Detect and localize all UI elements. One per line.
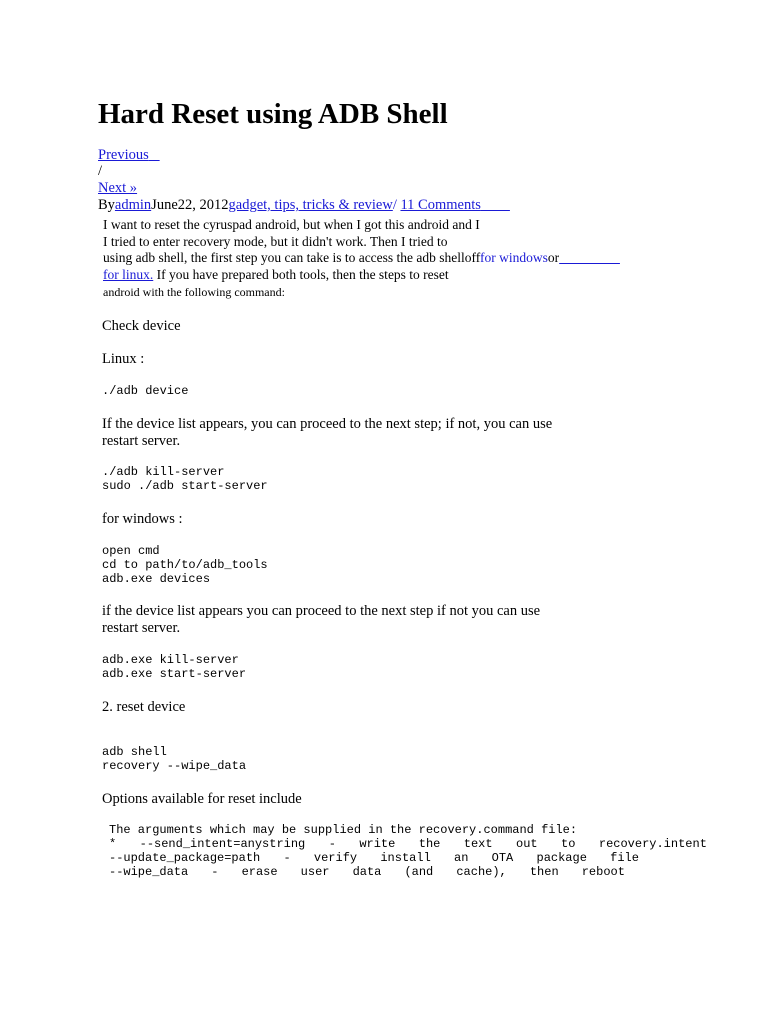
code-adb-device: ./adb device — [102, 384, 189, 398]
option-token: reboot — [581, 865, 625, 879]
previous-link[interactable] — [98, 147, 160, 164]
code-win-kill-server: adb.exe kill-server — [102, 653, 239, 667]
intro-line-4-text: If you have prepared both tools, then the steps to reset — [153, 267, 449, 282]
byline-by: By — [98, 197, 115, 213]
author-link[interactable]: admin — [114, 197, 152, 213]
intro-line-3-text: using adb shell, the first step you can take is to access the adb shelloff — [103, 250, 481, 265]
code-cd-path: cd to path/to/adb_tools — [102, 558, 268, 572]
device-list-text-2: restart server. — [102, 433, 181, 449]
option-token: - — [328, 837, 336, 851]
byline-separator: / — [392, 197, 401, 213]
next-link[interactable]: Next » — [98, 180, 138, 196]
check-device-heading: Check device — [102, 318, 181, 334]
code-linux-kill-server: ./adb kill-server — [102, 465, 225, 479]
reset-device-heading: 2. reset device — [102, 699, 186, 715]
intro-line-2: I tried to enter recovery mode, but it didn't work. Then I tried to — [103, 234, 448, 249]
option-token: out — [516, 837, 538, 851]
intro-line-4 — [103, 267, 449, 283]
code-adb-devices: adb.exe devices — [102, 572, 211, 586]
windows-link-underline[interactable] — [559, 250, 620, 265]
options-heading: Options available for reset include — [102, 791, 302, 807]
linux-label: Linux : — [102, 351, 145, 367]
option-token: text — [463, 837, 493, 851]
code-open-cmd: open cmd — [102, 544, 160, 558]
windows-link[interactable] — [480, 250, 548, 265]
intro-line-1: I want to reset the cyruspad android, but when I got this android and I — [103, 217, 480, 232]
option-token: package — [536, 851, 587, 865]
option-token: * — [109, 837, 117, 851]
linux-link[interactable]: for linux. — [103, 267, 154, 282]
option-token: to — [561, 837, 576, 851]
previous-link-label: Previous — [98, 147, 149, 163]
option-token: then — [529, 865, 559, 879]
options-line-2 — [109, 837, 707, 851]
option-token: OTA — [491, 851, 514, 865]
windows-link-label: for windows — [480, 250, 548, 265]
device-list-text-3: if the device list appears you can proceed to the next step if not you can use — [102, 603, 541, 619]
option-token: install — [380, 851, 431, 865]
option-token: - — [211, 865, 219, 879]
device-list-text-4: restart server. — [102, 620, 181, 636]
option-token: an — [454, 851, 469, 865]
option-token: (and — [404, 865, 434, 879]
categories-link[interactable]: gadget, tips, tricks & review — [228, 197, 393, 213]
code-win-start-server: adb.exe start-server — [102, 667, 247, 681]
option-token: cache), — [456, 865, 507, 879]
option-token: the — [418, 837, 441, 851]
intro-line-5: android with the following command: — [103, 285, 285, 299]
option-token: verify — [313, 851, 358, 865]
option-token: data — [352, 865, 382, 879]
option-token: write — [359, 837, 396, 851]
option-token: --wipe_data — [109, 865, 189, 879]
nav-separator: / — [98, 163, 103, 179]
comments-link-label: 11 Comments — [400, 197, 481, 213]
option-token: user — [300, 865, 330, 879]
options-line-3 — [109, 851, 639, 865]
option-token: recovery.intent — [598, 837, 707, 851]
options-line-4 — [109, 865, 625, 879]
page-title: Hard Reset using ADB Shell — [98, 98, 448, 130]
options-line-1: The arguments which may be supplied in the recovery.command file: — [109, 823, 578, 837]
option-token: --update_package=path — [109, 851, 261, 865]
windows-label: for windows : — [102, 511, 183, 527]
code-linux-start-server: sudo ./adb start-server — [102, 479, 268, 493]
intro-line-3 — [103, 250, 620, 266]
option-token: --send_intent=anystring — [139, 837, 306, 851]
byline — [98, 197, 510, 214]
comments-link[interactable] — [400, 197, 509, 213]
post-date: June22, 2012 — [151, 197, 229, 213]
option-token: erase — [241, 865, 278, 879]
intro-or: or — [547, 250, 560, 265]
code-adb-shell: adb shell — [102, 745, 167, 759]
code-recovery-wipe: recovery --wipe_data — [102, 759, 247, 773]
option-token: - — [283, 851, 291, 865]
option-token: file — [610, 851, 639, 865]
device-list-text-1: If the device list appears, you can proceed to the next step; if not, you can use — [102, 416, 553, 432]
